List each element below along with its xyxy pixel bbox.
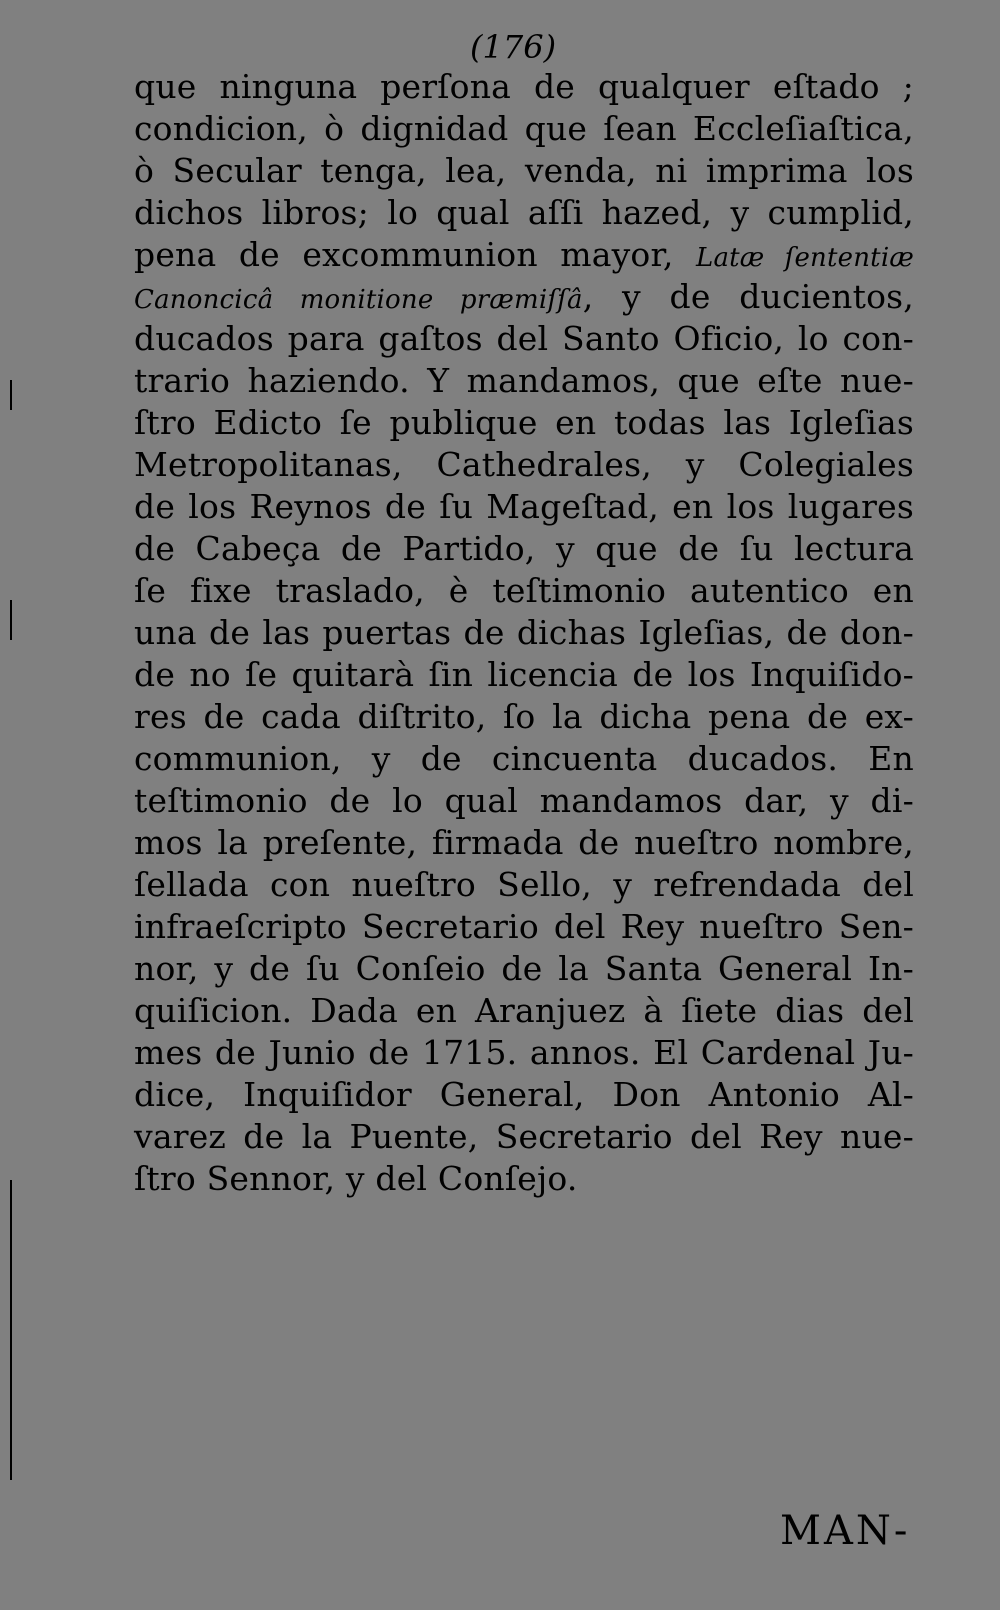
text-line: de los Reynos de ſu Mageſtad, en los lugares [134, 487, 914, 526]
scan-artifact [10, 1180, 12, 1480]
text-line: mes de Junio de 1715. annos. El Cardenal Ju- [134, 1033, 914, 1072]
text-line: teſtimonio de lo qual mandamos dar, y di- [134, 781, 914, 820]
scan-artifact [10, 380, 12, 410]
text-line: nor, y de ſu Conſeio de la Santa General In- [134, 949, 914, 988]
text-line: communion, y de cincuenta ducados. En [134, 739, 914, 778]
text-span: pena de excommunion mayor, [134, 235, 674, 274]
text-line: ò Secular tenga, lea, venda, ni imprima los [134, 151, 914, 190]
text-line: varez de la Puente, Secretario del Rey nue- [134, 1117, 914, 1156]
text-line: ſellada con nueſtro Sello, y refrendada del [134, 865, 914, 904]
text-line: ducados para gaſtos del Santo Oficio, lo con- [134, 319, 914, 358]
text-line [134, 234, 914, 276]
text-line: trario haziendo. Y mandamos, que eſte nue- [134, 361, 914, 400]
text-span: , y de ducientos, [582, 277, 914, 316]
text-line: de Cabeça de Partido, y que de ſu lectura [134, 529, 914, 568]
text-line: mos la preſente, firmada de nueſtro nombre, [134, 823, 914, 862]
text-line: una de las puertas de dichas Igleſias, de don- [134, 613, 914, 652]
scan-artifact [10, 600, 12, 640]
text-line: dice, Inquiſidor General, Don Antonio Al- [134, 1075, 914, 1114]
text-line: res de cada diſtrito, ſo la dicha pena de ex- [134, 697, 914, 736]
latin-phrase: Latæ ſententiæ [695, 243, 914, 273]
text-line [134, 276, 914, 318]
text-line: ſtro Sennor, y del Conſejo. [134, 1159, 578, 1198]
text-line: infraeſcripto Secretario del Rey nueſtro Sen- [134, 907, 914, 946]
text-line: Metropolitanas, Cathedrales, y Colegiales [134, 445, 914, 484]
body-text [134, 66, 914, 1200]
text-line: dichos libros; lo qual aſſi hazed, y cumplid, [134, 193, 914, 232]
text-line: ſtro Edicto ſe publique en todas las Igleſias [134, 403, 914, 442]
text-line: quiſicion. Dada en Aranjuez à ſiete dias del [134, 991, 914, 1030]
catchword: MAN- [780, 1508, 911, 1554]
text-line: de no ſe quitarà ſin licencia de los Inquiſido- [134, 655, 914, 694]
page-number: (176) [470, 28, 557, 66]
text-line: que ninguna perſona de qualquer eſtado ; [134, 67, 914, 106]
latin-phrase: Canoncicâ monitione præmiſſâ [134, 285, 583, 315]
text-line: ſe fixe traslado, è teſtimonio autentico en [134, 571, 914, 610]
text-line: condicion, ò dignidad que ſean Eccleſiaſtica, [134, 109, 914, 148]
